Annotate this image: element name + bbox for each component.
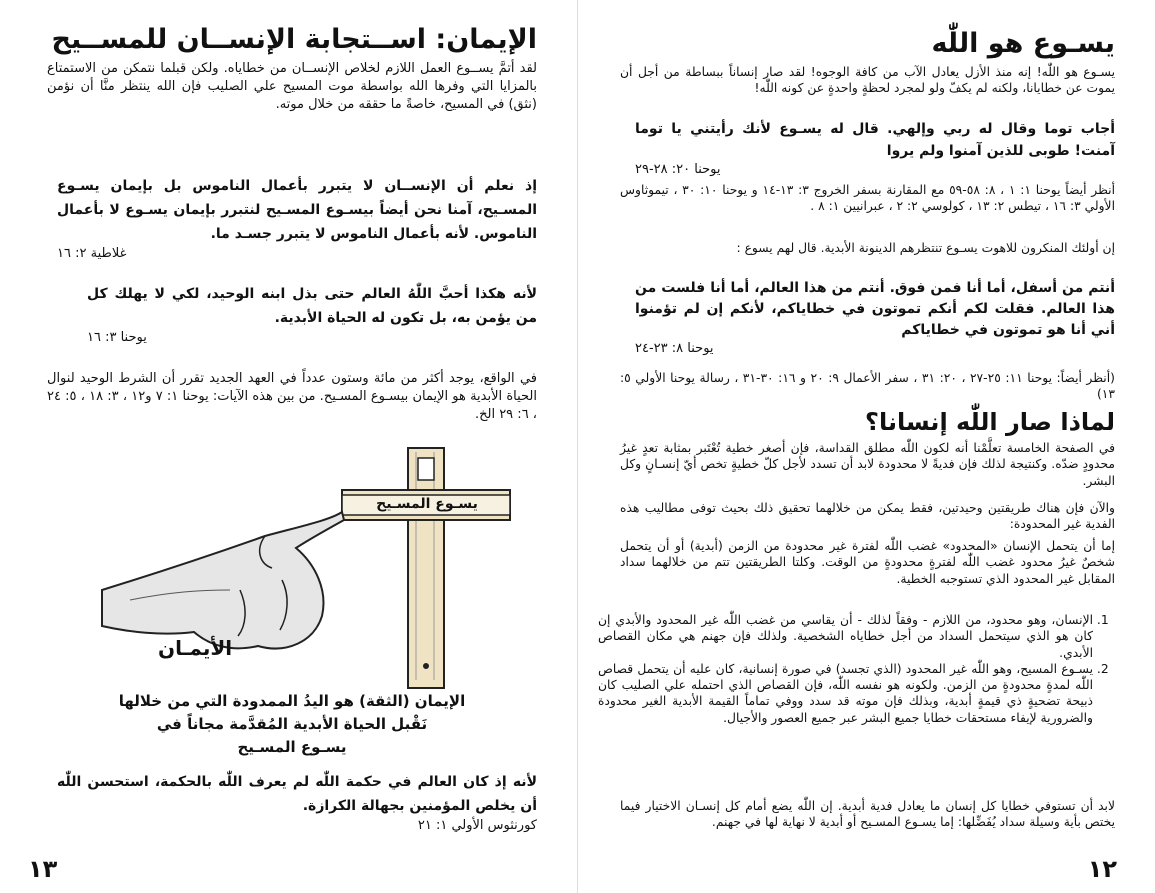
ransom-option-2: 2. يسـوع المسيح، وهو اللّٰه غير المحدود (الذي تجسد) في صورة إنسانية، كان عليه أن يتحمل قصاص اللّٰه لمدةٍ محدودةٍ من الزمن. ولكونه هو نفسه اللّٰه، فإن القصاص الذي احتمله علي الصليب كان ذبيحة تضحيةٍ ذي قيمةٍ أبدية، وبذلك فإن موته قد سدد ووفي تماماً القيمة الأبدية الغير محدودة والضرورية لإيفاء مستحقات خطايا جميع البشر عبر جميع العصور والأجيال. [598, 661, 1093, 726]
holiness-paragraph: في الصفحة الخامسة تعلَّمْنا أنه لكون اللّٰه مطلق القداسة، فإن أصغر خطية تُعْتَبر بمثابة تعدٍ غيرُ محدودٍ ضدّه. وكنتيجة لذلك فإن فديةً لا محدودة لابد أن تسدد لأجل كلّ خطيةٍ تخص أيّ إنسـانٍ وكل البشر. [620, 441, 1115, 488]
why-god-became-man-subtitle: لماذا صار اللّٰه إنسانا؟ [865, 408, 1115, 436]
galatians-verse-block [57, 174, 537, 261]
john-20-verse-text: أجاب توما وقال له ربي وإلهي. قال له يسـوع لأنك رأيتني يا توما آمنت! طوبى للذين آمنوا ولم يروا [635, 121, 1115, 159]
john-3-16-verse-block [87, 282, 537, 345]
right-page [578, 0, 1155, 893]
john-8-verse-text: أنتم من أسفل، أما أنا فمن فوق. أنتم من هذا العالم، أما أنا فلست من هذا العالم. فقلت لكم أنكم تموتون في خطاياكم، لأنكم إن لم تؤمنوا أني أنا هو تموتون في خطاياكم [635, 280, 1115, 338]
caption-line-2: نَقْبل الحياة الأبدية المُقدَّمة مجاناً في [156, 715, 428, 733]
john-8-verse-ref: يوحنا ٨: ٢٣-٢٤ [635, 341, 714, 356]
hand-label: الأيمـان [158, 636, 233, 660]
ransom-paragraph: إما أن يتحمل الإنسان «المحدود» غضب اللّٰه لفترة غير محدودة من الزمن (أبدية) أو أن يتحمل شخصٌ غيرُ محدود غضب اللّٰه لفترةٍ محدودةٍ من الوقت. وكلتا الطريقتين تتم من خلالهما سداد المقابل غير المحدود الذي تستوجبه الخطية. [620, 539, 1115, 586]
ransom-option-1: 1. الإنسان، وهو محدود، من اللازم - وفقاً لذلك - أن يقاسي من غضب اللّٰه غير المحدود والأبدي إن كان هو الذي سيتحمل السداد من أجل خطاياه الشخصية. ولذلك فإن جهنم هي مكان القصاص الأبدي. [598, 612, 1093, 661]
cross-hand-illustration [90, 440, 550, 690]
left-page-title: الإيمان: اســتجابة الإنســان للمســيح [51, 24, 537, 55]
left-page [0, 0, 577, 893]
ransom-options-list [598, 612, 1115, 726]
john-20-verse-ref: يوحنا ٢٠: ٢٨-٢٩ [635, 162, 721, 177]
caption-line-1: الإيمان (الثقة) هو اليدُ الممدودة التي من خلالها [118, 692, 466, 710]
page-number-left: ١٣ [28, 855, 58, 883]
see-also-paragraph-1: أنظر أيضاً يوحنا ١: ١ ، ٨: ٥٨-٥٩ مع المقارنة بسفر الخروج ٣: ١٣-١٤ و يوحنا ١٠: ٣٠ ، تيموثاوس الأولي ٣: ١٦ ، تيطس ٢: ١٣ ، كولوسي ٢: ٢ ، عبرانيين ١: ٨ . [620, 183, 1116, 214]
choice-paragraph: لابد أن تستوفي خطايا كل إنسان ما يعادل فدية أبدية. إن اللّٰه يضع أمام كل إنسـان الاختيار فيما يختص بأية وسيلة سداد يُفَضِّلها: إما يسـوع المسـيح أو أبدية لا نهاية لها في جهنم. [620, 799, 1115, 830]
corinthians-verse-text: لأنه إذ كان العالم في حكمة اللّٰه لم يعرف اللّٰه بالحكمة، استحسن اللّٰه أن يخلص المؤمنين بجهالة الكرازة. [57, 774, 537, 814]
illustration-caption [47, 690, 537, 759]
see-also-paragraph-2: (أنظر أيضاً: يوحنا ١١: ٢٥-٢٧ ، ٢٠: ٣١ ، سفر الأعمال ٩: ٢٠ و ١٦: ٣٠-٣١ ، رسالة يوحنا الأولي ٥: ١٣) [620, 371, 1115, 402]
cross-sign-text: يسـوع المسـيح [376, 496, 478, 512]
left-intro-paragraph: لقد أتمَّ يســوع العمل اللازم لخلاص الإنســان من خطاياه. ولكن قبلما نتمكن من الاستمتاع بالمزايا التي وفرها الله بواسطة موت المسيح علي الصليب فإن الله ينتظر منَّا أن نؤمن (نثق) في المسيح، خاصةً ما حققه من خلال موته. [47, 61, 537, 112]
deniers-paragraph: إن أولئك المنكرون للاهوت يسـوع تنتظرهم الدينونة الأبدية. قال لهم يسوع : [736, 241, 1115, 255]
right-page-title: يسـوع هو اللّٰه [931, 28, 1115, 59]
two-ways-paragraph: والآن فإن هناك طريقتين وحيدتين، فقط يمكن من خلالهما تحقيق ذلك بحيث توفى مطاليب هذه الفدية غير المحدودة: [620, 501, 1115, 532]
caption-line-3: يسـوع المسـيح [237, 738, 347, 756]
galatians-verse-ref: غلاطية ٢: ١٦ [57, 246, 127, 261]
john-3-16-verse-ref: يوحنا ٣: ١٦ [87, 330, 147, 345]
page-number-right: ١٢ [1087, 855, 1117, 883]
right-intro-paragraph: يسـوع هو اللّٰه! إنه منذ الأزل يعادل الآب من كافة الوجوه! لقد صار إنساناً ببساطة من أجل أن يموت عن خطايانا، ولكنه لم يكفّ ولو لمجرد لحظةٍ واحدةٍ عن كونه اللّٰه! [620, 65, 1115, 96]
corinthians-verse-block [57, 770, 537, 833]
corinthians-verse-ref: كورنثوس الأولي ١: ٢١ [417, 818, 537, 833]
john-20-verse-block [635, 118, 1115, 177]
john-8-verse-block [635, 278, 1115, 356]
left-fact-paragraph: في الواقع، يوجد أكثر من مائة وستون عدداً في العهد الجديد تقرر أن الشرط الوحيد لنوال الحياة الأبدية هو الإيمان بيسـوع المسـيح. من بين هذه الآيات: يوحنا ١: ٧ و١٢ ، ٣: ١٨ ، ٥: ٢٤ ، ٦: ٢٩ الخ. [47, 371, 537, 422]
john-3-16-verse-text: لأنه هكذا أحبَّ اللّٰهُ العالم حتى بذل ابنه الوحيد، لكي لا يهلك كل من يؤمن به، بل تكون له الحياة الأبدية. [87, 286, 537, 326]
galatians-verse-text: إذ نعلم أن الإنســان لا يتبرر بأعمال الناموس بل بإيمان يسـوع المسـيح، آمنا نحن أيضاً بيسـوع المسـيح لنتبرر بإيمان يسـوع لا بأعمال الناموس. لأنه بأعمال الناموس لا يتبرر جسـد ما. [57, 178, 537, 242]
